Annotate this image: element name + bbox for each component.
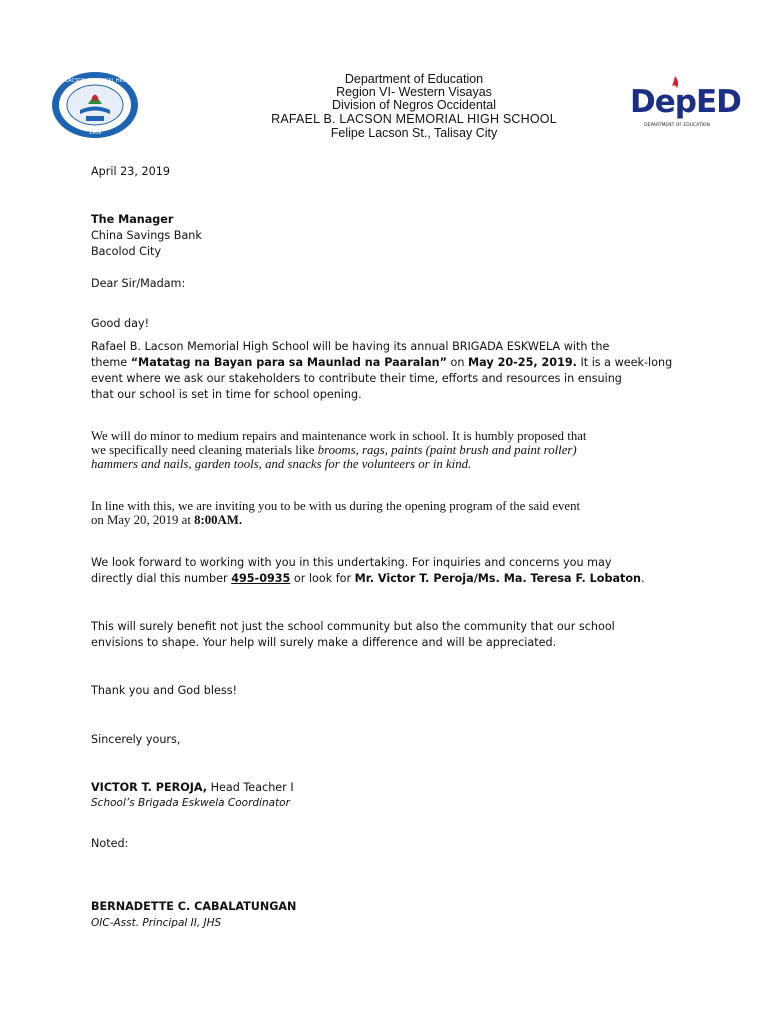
header-school-name: RAFAEL B. LACSON MEMORIAL HIGH SCHOOL xyxy=(271,112,557,126)
text-span: directly dial this number xyxy=(91,572,232,585)
greeting: Good day! xyxy=(91,317,150,330)
signatory-2-role: OIC-Asst. Principal II, JHS xyxy=(91,917,222,929)
signatory-1-name: VICTOR T. PEROJA, xyxy=(91,781,208,794)
materials-list: brooms, rags, paints (paint brush and paint roller) xyxy=(317,443,577,457)
paragraph-line: hammers and nails, garden tools, and snacks for the volunteers or in kind. xyxy=(91,457,472,471)
paragraph-line: In line with this, we are inviting you to be with us during the opening program of the said event xyxy=(91,499,581,513)
event-time: 8:00AM. xyxy=(194,513,243,527)
paragraph-line: envisions to shape. Your help will surely make a difference and will be appreciated. xyxy=(91,636,557,649)
seal-year: 1969 xyxy=(88,130,102,136)
paragraph-benefit xyxy=(91,619,681,651)
header-region: Region VI- Western Visayas xyxy=(336,85,492,99)
closing: Sincerely yours, xyxy=(91,733,181,746)
signatory-1-role: School’s Brigada Eskwela Coordinator xyxy=(91,797,290,809)
seal-text: RAFAEL B. LACSON MEMORIAL HIGH SCHOOL xyxy=(38,78,152,84)
contact-persons: Mr. Victor T. Peroja/Ms. Ma. Teresa F. Lobaton xyxy=(354,572,641,585)
deped-logo-text: DepED xyxy=(630,84,741,120)
text-span: It is a week-long xyxy=(576,356,673,369)
paragraph-line: We look forward to working with you in this undertaking. For inquiries and concerns you may xyxy=(91,556,612,569)
event-dates: May 20-25, 2019. xyxy=(468,356,577,369)
deped-logo xyxy=(628,72,741,132)
text-span: on xyxy=(446,356,469,369)
paragraph-line: Rafael B. Lacson Memorial High School will be having its annual BRIGADA ESKWELA with the xyxy=(91,340,610,353)
text-span: theme xyxy=(91,356,131,369)
event-theme: “Matatag na Bayan para sa Maunlad na Paaralan” xyxy=(130,356,447,369)
noted-label: Noted: xyxy=(91,837,129,850)
paragraph-line: event where we ask our stakeholders to contribute their time, efforts and resources in ensuing xyxy=(91,372,622,385)
thanks-line: Thank you and God bless! xyxy=(91,684,238,697)
signatory-2-name: BERNADETTE C. CABALATUNGAN xyxy=(91,900,297,913)
recipient-company: China Savings Bank xyxy=(91,229,202,242)
paragraph-brigada-intro xyxy=(91,339,681,403)
paragraph-line xyxy=(91,443,681,457)
salutation: Dear Sir/Madam: xyxy=(91,277,186,290)
paragraph-needs xyxy=(91,429,681,471)
paragraph-line xyxy=(91,355,681,371)
signatory-1 xyxy=(91,780,681,796)
paragraph-contact xyxy=(91,555,681,587)
header-address: Felipe Lacson St., Talisay City xyxy=(330,126,498,140)
paragraph-line xyxy=(91,513,681,527)
phone-number: 495-0935 xyxy=(231,572,291,585)
text-span: we specifically need cleaning materials like xyxy=(91,443,318,457)
deped-logo-subtext: DEPARTMENT OF EDUCATION xyxy=(644,123,710,128)
text-span: or look for xyxy=(290,572,355,585)
header-department: Department of Education xyxy=(344,72,484,86)
text-span: on May 20, 2019 at xyxy=(91,513,195,527)
school-seal-logo xyxy=(38,70,152,140)
paragraph-invitation xyxy=(91,499,681,527)
recipient-title: The Manager xyxy=(91,213,174,226)
recipient-city: Bacolod City xyxy=(91,245,162,258)
signatory-1-position: Head Teacher I xyxy=(207,781,294,794)
paragraph-line xyxy=(91,571,681,587)
letter-date: April 23, 2019 xyxy=(91,165,170,178)
paragraph-line: that our school is set in time for school opening. xyxy=(91,388,362,401)
text-span: . xyxy=(641,572,645,585)
letterhead xyxy=(0,0,768,150)
header-division: Division of Negros Occidental xyxy=(332,98,496,112)
paragraph-line: This will surely benefit not just the school community but also the community that our school xyxy=(91,620,615,633)
paragraph-line: We will do minor to medium repairs and maintenance work in school. It is humbly proposed that xyxy=(91,429,587,443)
